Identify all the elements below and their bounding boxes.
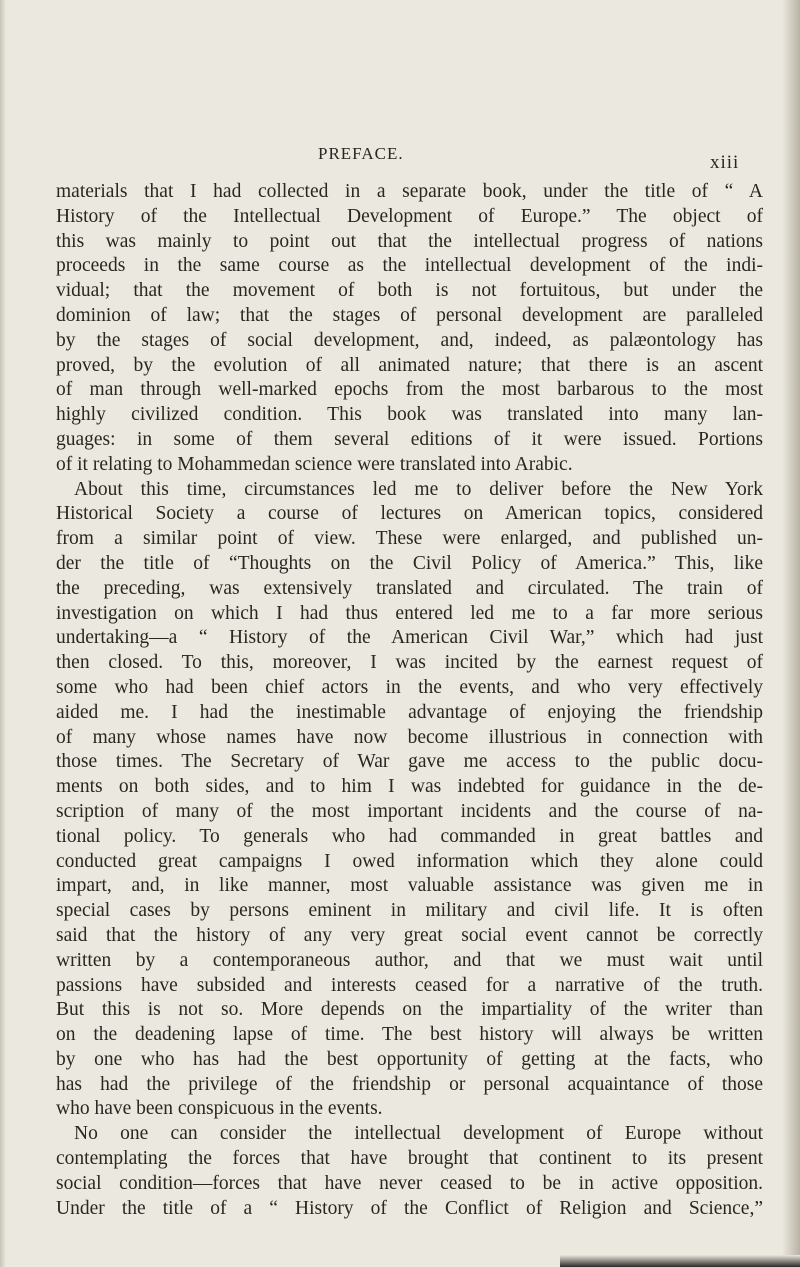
text-line: Historical Society a course of lectures on American topics, considered (56, 503, 763, 525)
text-line: Under the title of a “ History of the Conflict of Religion and Science,” (56, 1197, 763, 1219)
text-line: on the deadening lapse of time. The best history will always be written (56, 1024, 763, 1046)
text-line: investigation on which I had thus entered led me to a far more serious (56, 602, 763, 624)
page-number: xiii (710, 152, 740, 173)
text-line: guages: in some of them several editions of it were issued. Portions (56, 428, 763, 450)
text-line: written by a contemporaneous author, and that we must wait until (56, 949, 763, 971)
text-line: from a similar point of view. These were enlarged, and published un- (56, 528, 763, 550)
text-line: proved, by the evolution of all animated nature; that there is an ascent (56, 354, 763, 376)
body-text (56, 180, 763, 1221)
text-line: then closed. To this, moreover, I was incited by the earnest request of (56, 652, 763, 674)
text-line: proceeds in the same course as the intellectual development of the indi- (56, 255, 763, 277)
text-line: tional policy. To generals who had commanded in great battles and (56, 825, 763, 847)
text-line: undertaking—a “ History of the American Civil War,” which had just (56, 627, 763, 649)
text-line: impart, and, in like manner, most valuable assistance was given me in (56, 875, 763, 897)
text-line: by the stages of social development, and, indeed, as palæontology has (56, 329, 763, 351)
text-line: social condition—forces that have never ceased to be in active opposition. (56, 1172, 763, 1194)
text-line: this was mainly to point out that the intellectual progress of nations (56, 230, 763, 252)
text-line: some who had been chief actors in the events, and who very effectively (56, 676, 763, 698)
text-line: by one who has had the best opportunity of getting at the facts, who (56, 1048, 763, 1070)
text-line: of many whose names have now become illustrious in connection with (56, 726, 763, 748)
text-line: ments on both sides, and to him I was indebted for guidance in the de- (56, 776, 763, 798)
page-bottom-shadow (560, 1255, 800, 1267)
text-line: aided me. I had the inestimable advantage of enjoying the friendship (56, 701, 763, 723)
text-line: conducted great campaigns I owed information which they alone could (56, 850, 763, 872)
text-line: highly civilized condition. This book was translated into many lan- (56, 404, 763, 426)
text-line: History of the Intellectual Development of Europe.” The object of (56, 205, 763, 227)
text-line: der the title of “Thoughts on the Civil Policy of America.” This, like (56, 552, 763, 574)
running-title: PREFACE. (318, 144, 404, 163)
text-line: scription of many of the most important incidents and the course of na- (56, 800, 763, 822)
page-left-edge (0, 0, 6, 1267)
text-line: No one can consider the intellectual development of Europe without (74, 1123, 763, 1145)
text-line: who have been conspicuous in the events. (56, 1098, 383, 1120)
text-line: said that the history of any very great social event cannot be correctly (56, 924, 763, 946)
text-line: dominion of law; that the stages of personal development are paralleled (56, 304, 763, 326)
text-line: the preceding, was extensively translated and circulated. The train of (56, 577, 763, 599)
text-line: those times. The Secretary of War gave me access to the public docu- (56, 751, 763, 773)
text-line: vidual; that the movement of both is not fortuitous, but under the (56, 280, 763, 302)
text-line: special cases by persons eminent in military and civil life. It is often (56, 900, 763, 922)
text-line: has had the privilege of the friendship or personal acquaintance of those (56, 1073, 763, 1095)
running-head (0, 144, 800, 173)
text-line: But this is not so. More depends on the impartiality of the writer than (56, 999, 763, 1021)
text-line: passions have subsided and interests ceased for a narrative of the truth. (56, 974, 763, 996)
text-line: materials that I had collected in a separate book, under the title of “ A (56, 181, 763, 202)
text-line: of it relating to Mohammedan science were translated into Arabic. (56, 453, 573, 475)
text-line: About this time, circumstances led me to deliver before the New York (74, 478, 763, 500)
text-line: contemplating the forces that have brought that continent to its present (56, 1148, 763, 1170)
page-right-edge (782, 0, 800, 1267)
text-line: of man through well-marked epochs from the most barbarous to the most (56, 379, 763, 401)
